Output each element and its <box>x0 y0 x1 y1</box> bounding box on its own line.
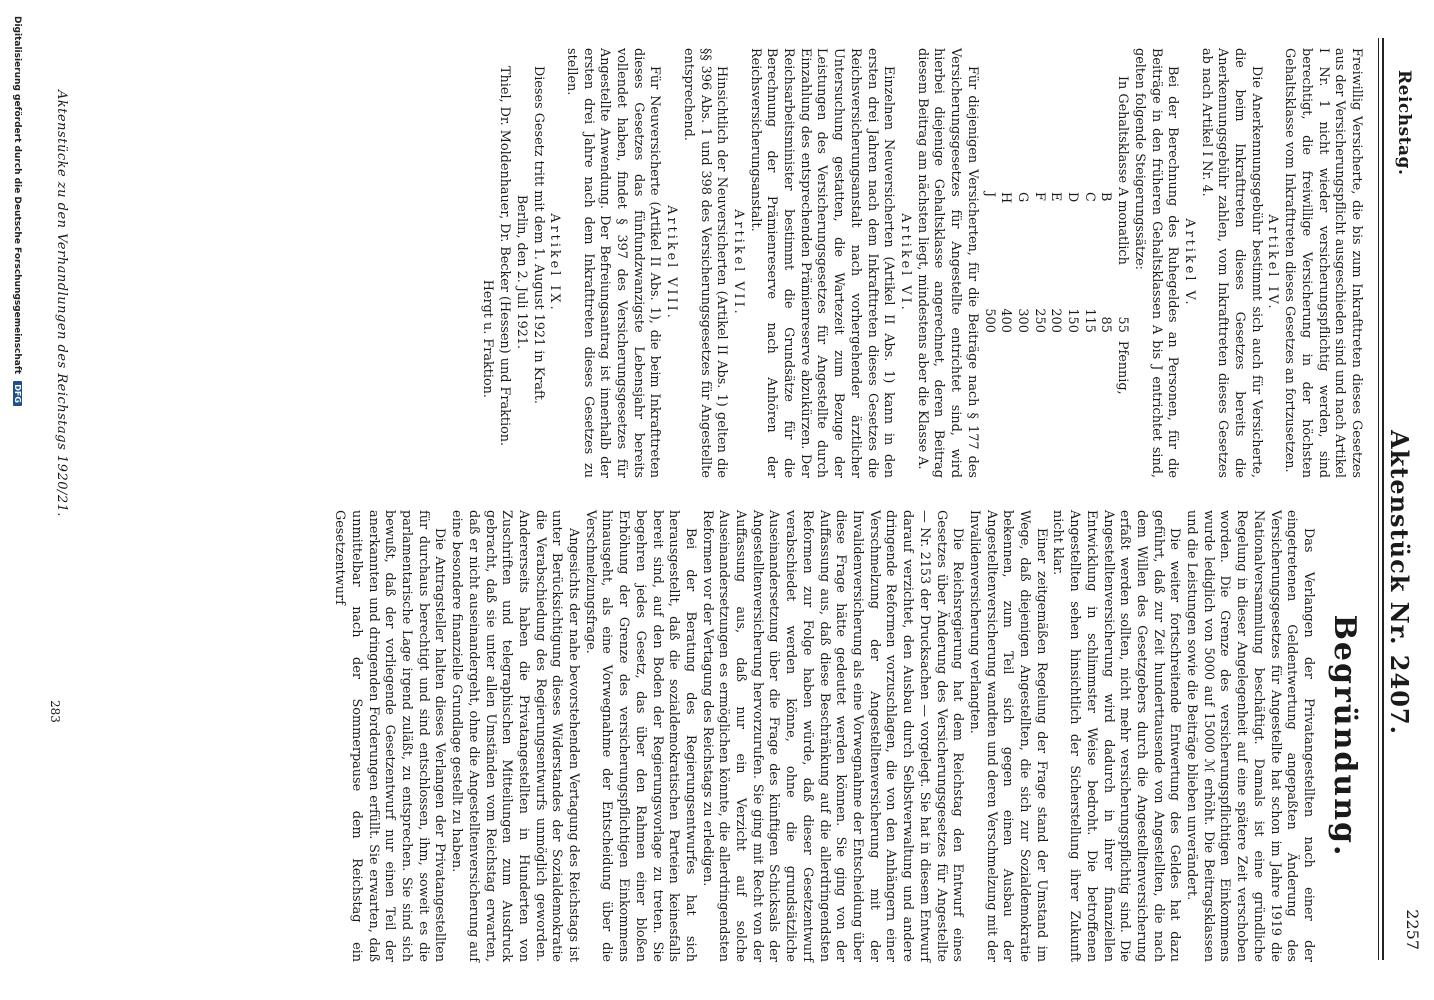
header-document-number: Aktenstück Nr. 2407. <box>1385 430 1414 735</box>
table-row <box>1047 72 1064 399</box>
rates-unit: Pfennig, <box>1115 340 1131 395</box>
rate-value: 115 <box>1081 308 1097 333</box>
left-column <box>479 48 1364 478</box>
rate-value: 55 <box>1115 316 1131 333</box>
paragraph: Freiwillig Versicherte, die bis zum Inkrafttreten dieses Gesetzes aus der Versicherungspflicht ausgeschieden sind und nach Artikel I Nr. 1 nicht wieder versicherungspflichtig werden, sind berechtigt, die freiwillige Versicherung in der höchsten Gehaltsklasse vom Inkrafttreten dieses Gesetzes an fortzusetzen. <box>1282 48 1364 478</box>
table-row <box>1030 72 1047 399</box>
footer-page-number: 283 <box>48 700 62 723</box>
digitization-note <box>12 16 22 406</box>
article-heading: Artikel V. <box>1181 218 1197 308</box>
header-rule <box>1378 38 1384 960</box>
digitization-note-text: Digitalisierung gefördert durch die Deutsche Forschungsgemeinschaft <box>12 16 22 375</box>
paragraph: Für Neuversicherte (Artikel II Abs. 1), die beim Inkrafttreten dieses Gesetzes das fünfundzwanzigste Lebensjahr bereits vollendet haben, findet § 397 des Versicherungsgesetzes für Angestellte Anwendung. Der Befreiungsantrag ist innerhalb der ersten drei Jahre nach dem Inkrafttreten dieses Gesetzes zu stellen. <box>563 48 663 478</box>
rate-class: C <box>1081 192 1097 202</box>
table-row <box>980 72 997 399</box>
rate-class: F <box>1031 192 1047 201</box>
article-heading: Artikel VI. <box>898 213 914 313</box>
rate-class: D <box>1065 192 1081 203</box>
footer-note: Aktenstücke zu den Verhandlungen des Reichstags 1920/21. <box>54 90 69 518</box>
rates-intro: In Gehaltsklasse A monatlich <box>1115 76 1131 265</box>
right-column <box>331 510 1364 962</box>
paragraph: Angesichts der nahe bevorstehenden Vertagung des Reichstags ist unter Berücksichtigung dieses Widerstandes der Sozialdemokratie die Verabschiedung des Regierungsentwurfs unmöglich geworden. Andererseits haben die Privatangestellten in Hunderten von Zuschriften und telegraphischen Mitteilungen zum Ausdruck gebracht, daß sie unter allen Umständen vom Reichstag erwarten, daß er nicht auseinandergeht, ohne die Angestelltenversicherung auf eine besondere finanzielle Grundlage gestellt zu haben. <box>449 510 582 962</box>
rate-value: 300 <box>1014 308 1030 333</box>
table-row <box>1113 72 1130 399</box>
header-reichstag: Reichstag. <box>1394 70 1414 176</box>
header-page-number: 2257 <box>1403 909 1422 950</box>
paragraph: Hinsichtlich der Neuversicherten (Artikel II Abs. 1) gelten die §§ 396 Abs. 1 und 398 des Versicherungsgesetzes für Angestellte entsprechend. <box>680 48 730 478</box>
rate-class: J <box>981 192 997 198</box>
rate-value: 200 <box>1048 308 1064 333</box>
rate-class: E <box>1048 192 1064 202</box>
signers: Thiel, Dr. Moldenhauer, Dr. Becker (Hessen) und Fraktion. <box>497 66 513 447</box>
paragraph: Einzelnen Neuversicherten (Artikel II Abs. 1) kann in den ersten drei Jahren nach dem Inkrafttreten dieses Gesetzes die Reichsversicherungsanstalt nach vorhergehender ärztlicher Untersuchung gestatten, die Wartezeit zum Bezuge der Leistungen des Versicherungsgesetzes für Angestellte durch Einzahlung des entsprechenden Prämienreserve abzukürzen. Der Reichsarbeitsminister bestimmt die Grundsätze für die Berechnung der Prämienreserve nach Anhören der Reichsversicherungsanstalt. <box>747 48 897 478</box>
paragraph: Die weiter fortschreitende Entwertung des Geldes hat dazu geführt, daß zur Zeit hunderttausende von Angestellten, die nach dem Willen des Gesetzgebers durch die Angestelltenversicherung erfaßt werden sollten, nicht mehr versicherungspflichtig sind. Die Angestelltenversicherung wird dadurch in ihrer finanziellen Entwicklung in schlimmster Weise bedroht. Die betroffenen Angestellten sehen hinsichtlich der Sicherstellung ihrer Zukunft nicht klar. <box>1050 510 1183 962</box>
table-row <box>1013 72 1030 399</box>
place-date: Berlin, den 2. Juli 1921. <box>513 194 529 350</box>
rate-value: 400 <box>998 308 1014 333</box>
table-row <box>997 72 1014 399</box>
article-heading: Artikel IV. <box>1265 214 1281 312</box>
paragraph: Die Antragsteller halten dieses Verlangen der Privatangestellten für durchaus berechtigt und sind entschlossen, ihm, soweit es die parlamentarische Lage irgend zuläßt, zu entsprechen. Sie sind sich bewußt, daß der vorliegende Gesetzentwurf nur einen Teil der anerkannten und dringenden Forderungen erfüllt. Sie erwarten, daß unmittelbar nach der Sommerpause dem Reichstag ein Gesetzentwurf <box>332 510 448 962</box>
signers-secondary: Hergt u. Fraktion. <box>480 279 496 398</box>
article-heading: Artikel VIII. <box>664 205 680 321</box>
paragraph: Die Reichsregierung hat dem Reichstag den Entwurf eines Gesetzes über Änderung des Versicherungsgesetzes für Angestellte — Nr. 2153 der Drucksachen — vorgelegt. Sie hat in diesem Entwurf darauf verzichtet, den Ausbau durch Selbstverwaltung und andere dringende Reformen vorzuschlagen, die von den Anhängern einer Verschmelzung der Angestelltenversicherung mit der Invalidenversicherung als eine Vorwegnahme der Entscheidung über diese Frage hätte gedeutet werden können. Sie ging von der Auffassung aus, daß diese Beschränkung auf die allerdringendsten Reformen zur Folge haben würde, daß dieser Gesetzentwurf verabschiedet werden könne, ohne die grundsätzliche Auseinandersetzung über die Frage des künftigen Schicksals der Angestelltenversicherung hervorzurufen. Sie ging mit Recht von der Auffassung aus, daß nur ein Verzicht auf solche Auseinandersetzungen es ermöglichen könnte, die allerdringendsten Reformen vor der Vertagung des Reichstags zu erledigen. <box>699 510 966 962</box>
paragraph: Einer zeitgemäßen Regelung der Frage stand der Umstand im Wege, daß diejenigen Angestellten, die sich zur Sozialdemokratie bekennen, zum Teil sich gegen einen Ausbau der Angestelltenversicherung wandten und deren Verschmelzung mit der Invalidenversicherung verlangten. <box>966 510 1049 962</box>
rate-value: 85 <box>1098 316 1114 333</box>
rate-value: 500 <box>981 308 997 333</box>
paragraph: Dieses Gesetz tritt mit dem 1. August 1921 in Kraft. <box>530 66 546 404</box>
paragraph: Bei der Berechnung des Ruhegeldes an Personen, für die Beiträge in den früheren Gehaltsklassen A bis J entrichtet sind, gelten folgende Steigerungssätze: <box>1131 48 1181 478</box>
section-heading: Begründung. <box>1327 614 1362 858</box>
rates-table <box>980 72 1130 399</box>
table-row <box>1097 72 1114 399</box>
article-heading: Artikel VII. <box>730 209 746 317</box>
table-row <box>1080 72 1097 399</box>
paragraph: Die Anerkennungsgebühr bestimmt sich auch für Versicherte, die beim Inkrafttreten dieses Gesetzes bereits die Anerkennungsgebühr zahlen, vom Inkrafttreten dieses Gesetzes ab nach Artikel I Nr. 4. <box>1198 48 1264 478</box>
paragraph: Für diejenigen Versicherten, für die Beiträge nach § 177 des Versicherungsgesetzes für Angestellte entrichtet sind, wird hierbei diejenige Gehaltsklasse angerechnet, deren Beitrag diesem Beitrag am nächsten liegt, mindestens aber die Klasse A. <box>914 48 980 478</box>
rate-class: H <box>998 192 1014 204</box>
rate-class: G <box>1014 192 1030 203</box>
table-row <box>1063 72 1080 399</box>
paragraph: Das Verlangen der Privatangestellten nach einer der eingetretenen Geldentwertung angepaßten Änderung des Versicherungsgesetzes für Angestellte hat schon im Jahre 1919 die Nationalversammlung beschäftigt. Damals ist eine gründliche Regelung in dieser Angelegenheit auf eine spätere Zeit verschoben worden. Die Grenze des versicherungspflichtigen Einkommens wurde lediglich von 5000 auf 15000 ℳ erhöht. Die Beitragsklassen und die Leistungen sowie die Beiträge blieben unverändert. <box>1184 510 1316 962</box>
paragraph: Bei der Beratung des Regierungsentwurfes hat sich herausgestellt, daß die sozialdemokratischen Parteien keinesfalls bereit sind, auf den Boden der Regierungsvorlage zu treten. Sie begehren jedes Gesetz, das über den Rahmen einer bloßen Erhöhung der Grenze des versicherungspflichtigen Einkommens hinausgeht, als eine Vorwegnahme der Entscheidung über die Verschmelzungsfrage. <box>582 510 698 962</box>
rate-value: 150 <box>1065 308 1081 333</box>
rate-value: 250 <box>1031 308 1047 333</box>
dfg-logo: DFG <box>13 381 22 406</box>
article-heading: Artikel IX. <box>547 213 563 313</box>
rate-class: B <box>1098 192 1114 202</box>
